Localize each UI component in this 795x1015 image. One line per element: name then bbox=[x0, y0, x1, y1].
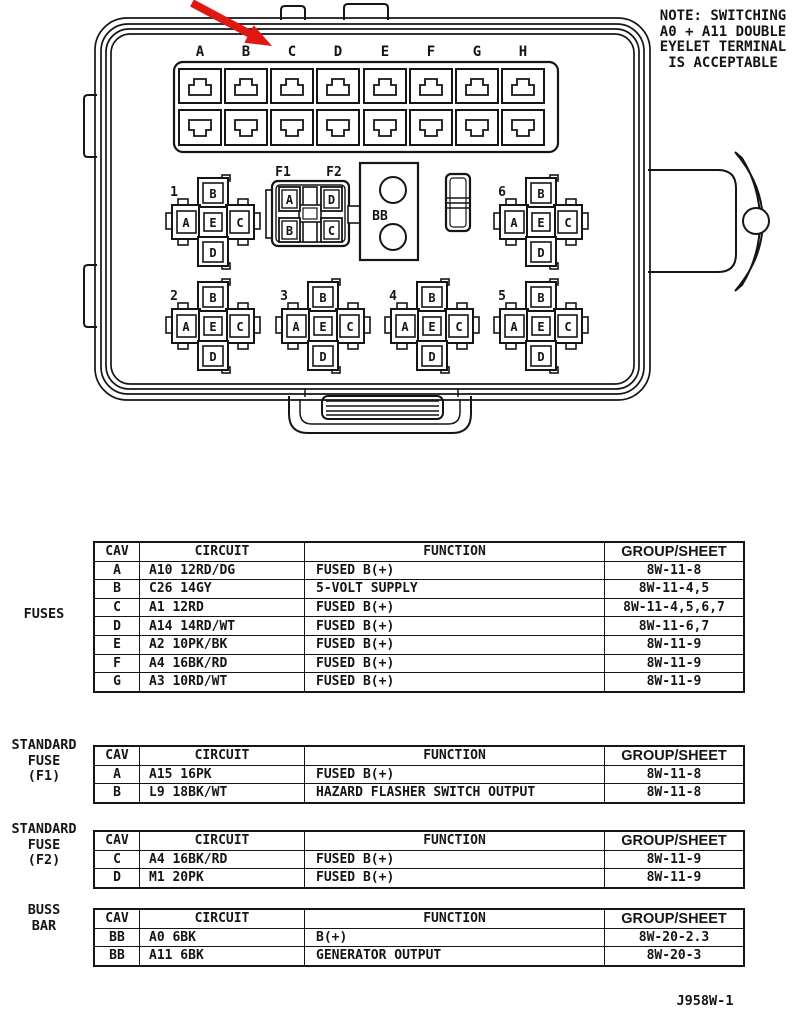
terminal-block bbox=[174, 62, 558, 152]
relay-5 bbox=[494, 279, 588, 373]
table-cell: A14 14RD/WT bbox=[140, 617, 305, 636]
pin-letter: E bbox=[209, 320, 217, 334]
note-line: EYELET TERMINAL bbox=[659, 39, 787, 55]
column-letter: H bbox=[518, 44, 528, 60]
table-cell: 8W-11-8 bbox=[605, 784, 745, 803]
table-cell: FUSED B(+) bbox=[305, 561, 605, 580]
table-row bbox=[94, 654, 744, 673]
table-cell: L9 18BK/WT bbox=[140, 784, 305, 803]
table-cell: 8W-11-4,5,6,7 bbox=[605, 598, 745, 617]
table-cell: A4 16BK/RD bbox=[140, 654, 305, 673]
f2-label: F2 bbox=[326, 165, 342, 180]
circuit-table bbox=[93, 830, 745, 889]
relay-2 bbox=[166, 279, 260, 373]
cavity-letter: D bbox=[327, 193, 336, 207]
column-letter: E bbox=[380, 44, 390, 60]
pin-letter: E bbox=[537, 320, 545, 334]
table-cell: A3 10RD/WT bbox=[140, 673, 305, 692]
table-cell: FUSED B(+) bbox=[305, 598, 605, 617]
column-header: CAV bbox=[94, 909, 140, 928]
table-cell: 8W-11-9 bbox=[605, 869, 745, 888]
column-letter: B bbox=[241, 44, 251, 60]
table-row bbox=[94, 850, 744, 869]
relay-3 bbox=[276, 279, 370, 373]
circuit-table bbox=[93, 745, 745, 804]
section-label-line: FUSE bbox=[27, 836, 61, 853]
table-cell: 8W-11-9 bbox=[605, 673, 745, 692]
table-row bbox=[94, 765, 744, 784]
cavity-letter: B bbox=[285, 224, 294, 238]
pin-letter: A bbox=[510, 216, 518, 230]
table-cell: C bbox=[94, 598, 140, 617]
f1-label: F1 bbox=[275, 165, 291, 180]
pin-letter: A bbox=[510, 320, 518, 334]
table-cell: FUSED B(+) bbox=[305, 617, 605, 636]
column-header: CAV bbox=[94, 831, 140, 850]
table-cell: D bbox=[94, 617, 140, 636]
pin-letter: C bbox=[346, 320, 354, 334]
column-header: GROUP/SHEET bbox=[605, 909, 745, 928]
cavity-letter: C bbox=[327, 224, 336, 238]
table-cell: 8W-20-3 bbox=[605, 947, 745, 966]
relay-number: 1 bbox=[170, 185, 178, 200]
column-letter: D bbox=[333, 44, 343, 60]
section-label-line: (F1) bbox=[27, 768, 61, 784]
small-fuse-element bbox=[446, 174, 470, 231]
column-header: GROUP/SHEET bbox=[605, 542, 745, 561]
column-header: FUNCTION bbox=[305, 909, 605, 928]
table-cell: FUSED B(+) bbox=[305, 654, 605, 673]
table-cell: B bbox=[94, 784, 140, 803]
table-cell: A bbox=[94, 561, 140, 580]
circuit-table bbox=[93, 541, 745, 693]
terminal-column-letters bbox=[196, 44, 527, 60]
table-row bbox=[94, 673, 744, 692]
pin-letter: E bbox=[428, 320, 436, 334]
table-cell: FUSED B(+) bbox=[305, 850, 605, 869]
column-letter: A bbox=[195, 44, 205, 60]
buss-eyelet bbox=[380, 224, 406, 250]
cavity-letter: A bbox=[285, 193, 294, 207]
pin-letter: D bbox=[537, 350, 545, 364]
relay-number: 4 bbox=[389, 289, 397, 304]
pin-letter: A bbox=[182, 216, 190, 230]
table-cell: BB bbox=[94, 947, 140, 966]
section-label-line: STANDARD bbox=[11, 737, 77, 753]
pin-letter: B bbox=[209, 291, 217, 305]
column-header: CAV bbox=[94, 746, 140, 765]
relay-4 bbox=[385, 279, 479, 373]
table-cell: GENERATOR OUTPUT bbox=[305, 947, 605, 966]
standard-fuse-block bbox=[266, 181, 361, 246]
section-label-line: (F2) bbox=[27, 852, 61, 868]
table-row bbox=[94, 869, 744, 888]
pin-letter: D bbox=[428, 350, 436, 364]
pin-letter: D bbox=[319, 350, 327, 364]
section-label-line: FUSES bbox=[23, 606, 65, 622]
pin-letter: B bbox=[428, 291, 436, 305]
header-row bbox=[94, 542, 744, 561]
column-letter: C bbox=[287, 44, 297, 60]
pin-letter: C bbox=[236, 320, 244, 334]
table-row bbox=[94, 635, 744, 654]
table-cell: E bbox=[94, 635, 140, 654]
relay-number: 2 bbox=[170, 289, 178, 304]
pin-letter: C bbox=[564, 320, 572, 334]
column-header: FUNCTION bbox=[305, 542, 605, 561]
column-header: FUNCTION bbox=[305, 831, 605, 850]
pin-letter: C bbox=[236, 216, 244, 230]
table-cell: FUSED B(+) bbox=[305, 635, 605, 654]
section-label-line: BAR bbox=[31, 917, 57, 934]
section-label-line: BUSS bbox=[27, 902, 61, 918]
table-cell: FUSED B(+) bbox=[305, 869, 605, 888]
table-cell: C bbox=[94, 850, 140, 869]
fuse-box-diagram bbox=[0, 0, 795, 470]
header-row bbox=[94, 746, 744, 765]
note-line: IS ACCEPTABLE bbox=[668, 54, 778, 71]
column-header: CIRCUIT bbox=[140, 909, 305, 928]
table-cell: A bbox=[94, 765, 140, 784]
table-row bbox=[94, 617, 744, 636]
table-cell: A1 12RD bbox=[140, 598, 305, 617]
note-line: A0 + A11 DOUBLE bbox=[659, 23, 787, 40]
table-cell: 8W-11-9 bbox=[605, 850, 745, 869]
column-header: CAV bbox=[94, 542, 140, 561]
buss-bar-block bbox=[360, 163, 418, 260]
pin-letter: E bbox=[209, 216, 217, 230]
table-cell: B(+) bbox=[305, 928, 605, 947]
section-label bbox=[0, 822, 88, 869]
column-letter: F bbox=[426, 44, 436, 60]
table-cell: G bbox=[94, 673, 140, 692]
pin-letter: E bbox=[537, 216, 545, 230]
table-cell: A10 12RD/DG bbox=[140, 561, 305, 580]
table-cell: 8W-11-8 bbox=[605, 561, 745, 580]
table-row bbox=[94, 928, 744, 947]
table-cell: A11 6BK bbox=[140, 947, 305, 966]
table-cell: A15 16PK bbox=[140, 765, 305, 784]
table-cell: FUSED B(+) bbox=[305, 673, 605, 692]
pin-letter: B bbox=[319, 291, 327, 305]
column-header: CIRCUIT bbox=[140, 831, 305, 850]
table-cell: 8W-11-8 bbox=[605, 765, 745, 784]
table-cell: C26 14GY bbox=[140, 580, 305, 599]
table-cell: 8W-11-4,5 bbox=[605, 580, 745, 599]
circuit-table bbox=[93, 908, 745, 967]
table-cell: 8W-11-9 bbox=[605, 654, 745, 673]
table-cell: 8W-20-2.3 bbox=[605, 928, 745, 947]
table-cell: F bbox=[94, 654, 140, 673]
table-cell: BB bbox=[94, 928, 140, 947]
header-row bbox=[94, 909, 744, 928]
table-cell: D bbox=[94, 869, 140, 888]
pin-letter: A bbox=[292, 320, 300, 334]
table-cell: B bbox=[94, 580, 140, 599]
pin-letter: D bbox=[537, 246, 545, 260]
column-letter: G bbox=[472, 44, 482, 60]
table-row bbox=[94, 598, 744, 617]
column-header: GROUP/SHEET bbox=[605, 746, 745, 765]
pin-letter: C bbox=[455, 320, 463, 334]
pin-letter: E bbox=[319, 320, 327, 334]
section-label bbox=[0, 607, 88, 623]
column-header: CIRCUIT bbox=[140, 542, 305, 561]
column-header: GROUP/SHEET bbox=[605, 831, 745, 850]
relay-number: 6 bbox=[498, 185, 506, 200]
right-tab bbox=[648, 170, 736, 272]
note-line: NOTE: SWITCHING bbox=[659, 8, 787, 24]
section-label-line: STANDARD bbox=[11, 821, 77, 837]
table-row bbox=[94, 784, 744, 803]
table-row bbox=[94, 947, 744, 966]
column-header: FUNCTION bbox=[305, 746, 605, 765]
pin-letter: C bbox=[564, 216, 572, 230]
header-row bbox=[94, 831, 744, 850]
pin-letter: B bbox=[537, 187, 545, 201]
pin-letter: B bbox=[209, 187, 217, 201]
column-header: CIRCUIT bbox=[140, 746, 305, 765]
buss-bar-label: BB bbox=[372, 209, 388, 224]
table-cell: A4 16BK/RD bbox=[140, 850, 305, 869]
table-row bbox=[94, 561, 744, 580]
table-cell: FUSED B(+) bbox=[305, 765, 605, 784]
pin-letter: B bbox=[537, 291, 545, 305]
figure-id: J958W-1 bbox=[676, 993, 734, 1009]
section-label bbox=[0, 903, 88, 934]
table-row bbox=[94, 580, 744, 599]
relay-6 bbox=[494, 175, 588, 269]
table-cell: 8W-11-9 bbox=[605, 635, 745, 654]
pin-letter: D bbox=[209, 246, 217, 260]
table-cell: M1 20PK bbox=[140, 869, 305, 888]
table-cell: HAZARD FLASHER SWITCH OUTPUT bbox=[305, 784, 605, 803]
table-cell: 8W-11-6,7 bbox=[605, 617, 745, 636]
table-cell: A0 6BK bbox=[140, 928, 305, 947]
pin-letter: D bbox=[209, 350, 217, 364]
relay-1 bbox=[166, 175, 260, 269]
relay-number: 5 bbox=[498, 289, 506, 304]
section-label bbox=[0, 738, 88, 785]
buss-eyelet bbox=[380, 177, 406, 203]
table-cell: A2 10PK/BK bbox=[140, 635, 305, 654]
pin-letter: A bbox=[182, 320, 190, 334]
latch-pivot bbox=[743, 208, 769, 234]
section-label-line: FUSE bbox=[27, 752, 61, 769]
relay-number: 3 bbox=[280, 289, 288, 304]
table-cell: 5-VOLT SUPPLY bbox=[305, 580, 605, 599]
pin-letter: A bbox=[401, 320, 409, 334]
